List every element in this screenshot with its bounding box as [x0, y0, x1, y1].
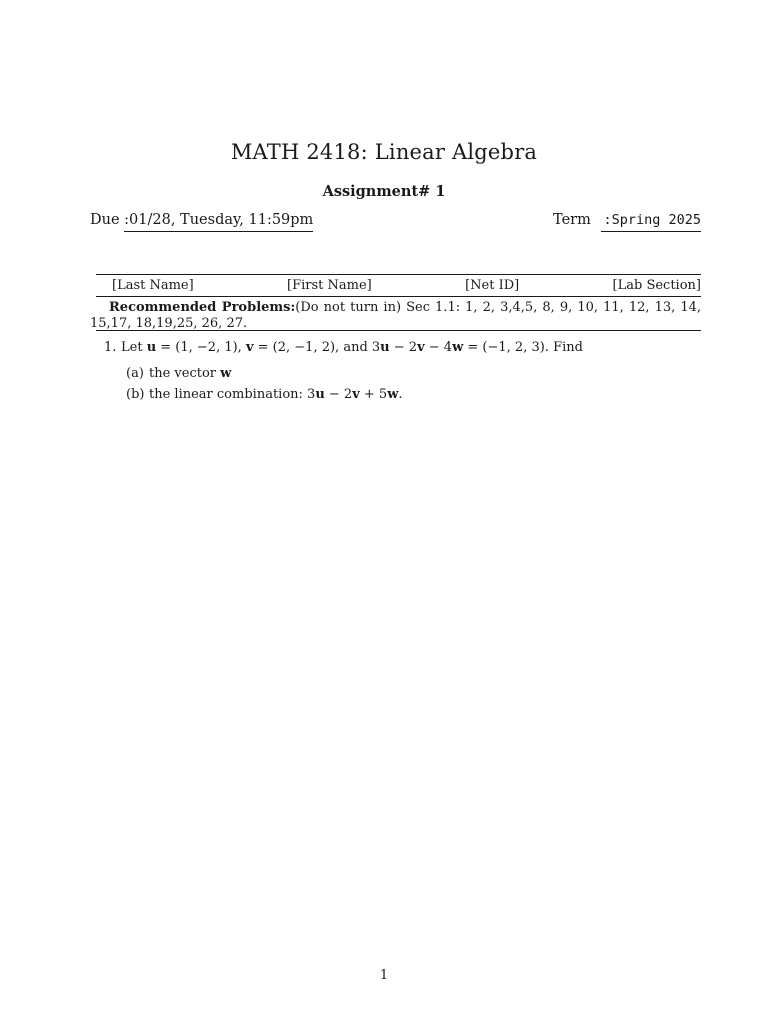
lab-section-field: [Lab Section] [612, 278, 701, 293]
last-name-field: [Last Name] [112, 278, 194, 293]
problem-number: 1. [104, 340, 117, 355]
problem-1 [104, 340, 583, 355]
first-name-field: [First Name] [287, 278, 372, 293]
net-id-field: [Net ID] [465, 278, 520, 293]
recommended-text: (Do not turn in) Sec 1.1: 1, 2, 3,4,5, 8, 9, 10, 11, 12, 13, 14, 15,17, 18,19,25, 26, 27. [90, 300, 701, 331]
problem-statement: Let u = (1, −2, 1), v = (2, −1, 2), and 3u − 2v − 4w = (−1, 2, 3). Find [121, 340, 583, 355]
middle-divider [96, 296, 701, 297]
student-info-fields [112, 278, 701, 293]
top-divider [96, 274, 701, 275]
problem-1-part-a [126, 366, 231, 381]
due-date-value: :01/28, Tuesday, 11:59pm [124, 212, 313, 232]
problem-1-part-b [126, 387, 403, 402]
term-value: :Spring 2025 [601, 212, 701, 232]
part-text: the linear combination: 3u − 2v + 5w. [149, 387, 403, 402]
part-label: (a) [126, 366, 144, 381]
assignment-subtitle: Assignment# 1 [322, 183, 446, 200]
page-title: MATH 2418: Linear Algebra [230, 140, 538, 164]
term-row [553, 212, 701, 232]
bottom-divider [96, 330, 701, 331]
recommended-heading: Recommended Problems: [109, 300, 296, 315]
due-date-row [90, 212, 313, 232]
due-label: Due [90, 212, 120, 228]
recommended-problems [90, 300, 701, 332]
part-text: the vector w [149, 366, 232, 381]
part-label: (b) [126, 387, 145, 402]
term-label: Term [553, 212, 591, 228]
page-number: 1 [379, 968, 389, 983]
